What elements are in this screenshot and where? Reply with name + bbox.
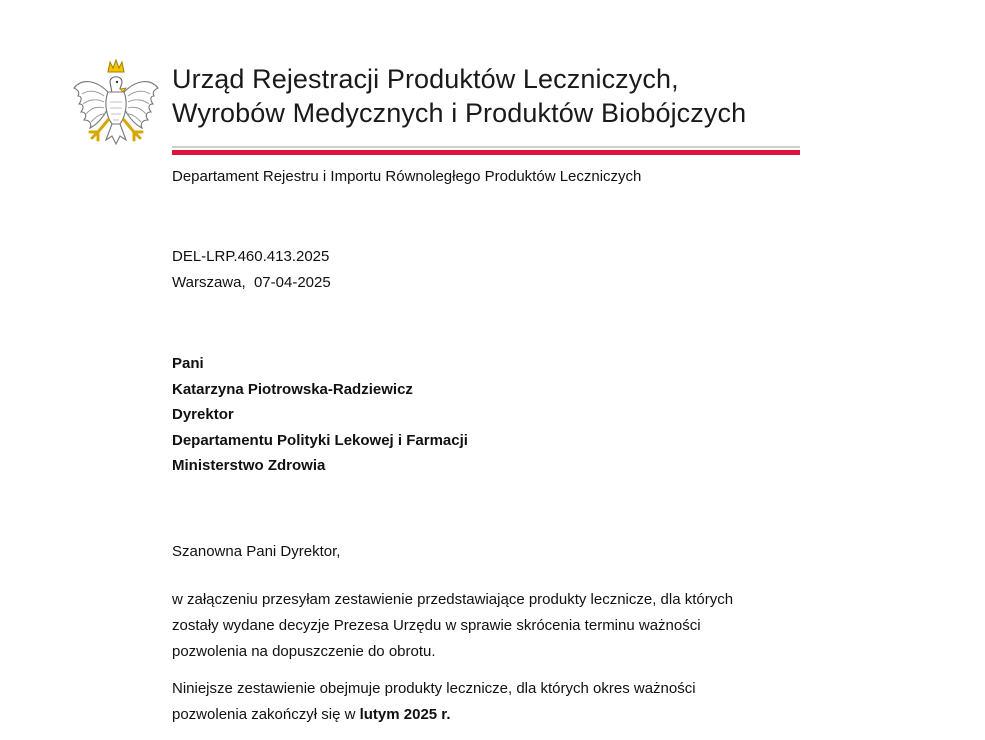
paragraph-1-line-3: pozwolenia na dopuszczenie do obrotu. bbox=[172, 643, 436, 660]
paragraph-2-line-1: Niniejsze zestawienie obejmuje produkty lecznicze, dla których okres ważności bbox=[172, 680, 696, 697]
salutation: Szanowna Pani Dyrektor, bbox=[172, 543, 341, 560]
paragraph-1-line-2: zostały wydane decyzje Prezesa Urzędu w sprawie skrócenia terminu ważności bbox=[172, 617, 701, 634]
header-divider-red bbox=[172, 150, 800, 155]
addressee-block bbox=[172, 351, 468, 479]
reference-block bbox=[172, 244, 331, 296]
addressee-title: Pani bbox=[172, 355, 204, 372]
addressee-position: Dyrektor bbox=[172, 406, 234, 423]
paragraph-2-period: lutym 2025 r. bbox=[359, 706, 451, 723]
addressee-name: Katarzyna Piotrowska-Radziewicz bbox=[172, 380, 413, 398]
organization-title bbox=[172, 62, 812, 130]
paragraph-1 bbox=[172, 587, 733, 665]
place-and-date: Warszawa, 07-04-2025 bbox=[172, 274, 331, 291]
reference-number: DEL-LRP.460.413.2025 bbox=[172, 248, 330, 265]
polish-eagle-emblem-icon bbox=[70, 58, 162, 154]
organization-title-line-2: Wyrobów Medycznych i Produktów Biobójczych bbox=[172, 98, 747, 128]
paragraph-2-line-2-text: pozwolenia zakończył się w bbox=[172, 706, 360, 723]
department-name: Departament Rejestru i Importu Równoległego Produktów Leczniczych bbox=[172, 168, 642, 185]
header-divider-grey bbox=[172, 146, 800, 148]
paragraph-2-line-2 bbox=[172, 702, 696, 728]
addressee-department: Departamentu Polityki Lekowej i Farmacji bbox=[172, 431, 468, 449]
paragraph-2 bbox=[172, 676, 696, 728]
paragraph-1-line-1: w załączeniu przesyłam zestawienie przedstawiające produkty lecznicze, dla których bbox=[172, 591, 734, 608]
addressee-ministry: Ministerstwo Zdrowia bbox=[172, 457, 326, 474]
organization-title-line-1: Urząd Rejestracji Produktów Leczniczych, bbox=[172, 64, 679, 94]
